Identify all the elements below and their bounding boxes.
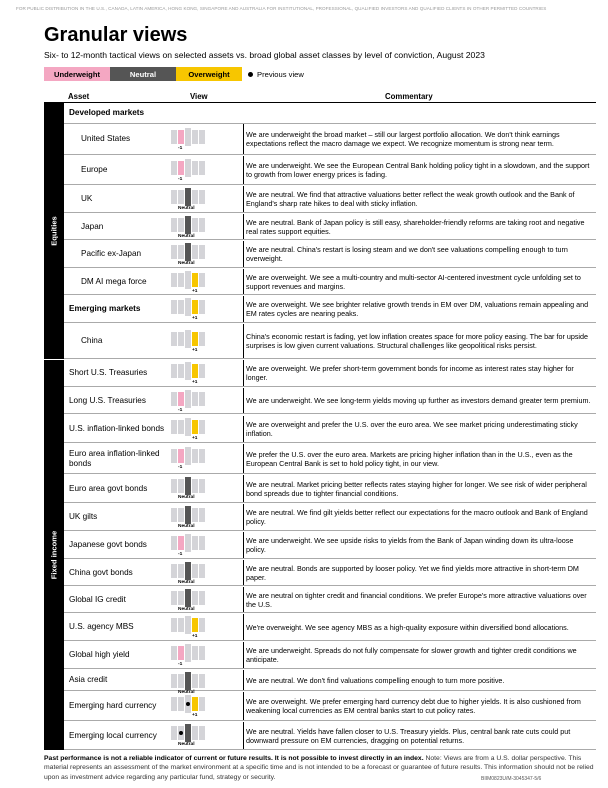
gauge-segment (199, 245, 205, 259)
commentary-text: We prefer the U.S. over the euro area. Markets are pricing higher inflation than in the U.S., even as the European Central Bank is set to hold policy tight, in our view. (243, 444, 595, 473)
gauge-segment (192, 508, 198, 522)
gauge-segment (178, 130, 184, 144)
top-disclaimer: FOR PUBLIC DISTRIBUTION IN THE U.S., CANADA, LATIN AMERICA, HONG KONG, SINGAPORE AND AUSTRALIA FOR INSTITUTIONAL, PROFESSIONAL, QUALIFIED INVESTORS AND QUALIFIED CLIENTS IN OTHER PERMITTED COUNTRIES (16, 6, 547, 11)
gauge-segment (199, 161, 205, 175)
table-row (64, 186, 596, 213)
asset-name: Developed markets (69, 108, 145, 117)
gauge-segment (199, 190, 205, 204)
table-row (64, 324, 596, 359)
gauge-segment (171, 420, 177, 434)
legend-previous-label: Previous view (257, 69, 304, 79)
gauge-segment (185, 362, 191, 380)
gauge-segment (178, 618, 184, 632)
gauge-segment (171, 218, 177, 232)
table-row (64, 444, 596, 474)
view-label: Neutral (178, 690, 195, 695)
asset-name: Short U.S. Treasuries (69, 368, 148, 377)
gauge-segment (171, 646, 177, 660)
view-label: -1 (178, 465, 183, 470)
gauge-segment (199, 618, 205, 632)
gauge-segment (185, 418, 191, 436)
asset-name: Europe (81, 165, 108, 174)
asset-name: UK (81, 194, 93, 203)
column-header-commentary: Commentary (385, 92, 433, 101)
view-gauge (171, 159, 216, 183)
gauge-segment (192, 364, 198, 378)
view-gauge (171, 562, 216, 586)
gauge-segment (192, 420, 198, 434)
gauge-segment (178, 564, 184, 578)
view-gauge (171, 271, 216, 295)
view-label: -1 (178, 662, 183, 667)
view-gauge (171, 616, 216, 640)
asset-name: Global IG credit (69, 594, 126, 604)
view-gauge (171, 362, 216, 386)
gauge-segment (178, 508, 184, 522)
legend-previous (248, 70, 304, 79)
gauge-segment (192, 536, 198, 550)
gauge-segment (199, 332, 205, 346)
asset-name: Euro area govt bonds (69, 483, 148, 493)
view-label: +1 (192, 347, 198, 353)
gauge-segment (178, 591, 184, 605)
view-gauge (171, 330, 216, 354)
view-gauge (171, 216, 216, 240)
gauge-segment (192, 479, 198, 493)
table-row (64, 504, 596, 531)
gauge-segment (178, 392, 184, 406)
footer-code: BIIM0823U/M-3045347-5/6 (481, 776, 542, 782)
asset-name: Japan (81, 221, 104, 231)
asset-name: Emerging markets (69, 304, 141, 313)
footer-text: Note: Views are from a U.S. dollar perspective. This material represents an assessment of the market environment at a specific time and is not intended to be a forecast or guarantee of future results. This information should not be relied upon as investment advice regarding any particular fund, strategy or security. (44, 755, 594, 781)
view-label: -1 (178, 145, 183, 151)
gauge-segment (192, 273, 198, 287)
table-row (64, 241, 596, 268)
gauge-segment (185, 271, 191, 289)
gauge-segment (192, 245, 198, 259)
gauge-segment (199, 646, 205, 660)
view-label: -1 (178, 176, 183, 182)
gauge-segment (171, 190, 177, 204)
gauge-segment (178, 218, 184, 232)
table-row (64, 124, 596, 155)
table-row (64, 692, 596, 721)
commentary-text: We are neutral. Yields have fallen closer to U.S. Treasury yields. Plus, central bank rate cuts could put downward pressure on EM currencies, dragging on potential returns. (243, 722, 595, 749)
page-title: Granular views (44, 24, 188, 46)
gauge-segment (171, 508, 177, 522)
table-row (64, 214, 596, 240)
gauge-segment (178, 364, 184, 378)
gauge-segment (185, 672, 191, 690)
gauge-segment (171, 161, 177, 175)
gauge-segment (171, 364, 177, 378)
commentary-text: We are neutral. China's restart is losing steam and we don't see valuations compelling enough to turn overweight. (243, 241, 595, 267)
gauge-segment (192, 300, 198, 314)
previous-view-dot-icon (179, 731, 183, 735)
view-label: Neutral (178, 234, 195, 239)
gauge-segment (171, 591, 177, 605)
table-row (64, 269, 596, 295)
gauge-segment (185, 724, 191, 742)
gauge-segment (178, 420, 184, 434)
sidebar-fixed-income-label: Fixed income (49, 530, 59, 580)
commentary-text: We are underweight. We see long-term yields moving up further as investors demand greater term premium. (243, 388, 595, 413)
view-label: Neutral (178, 261, 195, 266)
gauge-segment (185, 589, 191, 607)
gauge-segment (185, 330, 191, 348)
gauge-segment (178, 161, 184, 175)
gauge-segment (199, 536, 205, 550)
gauge-segment (192, 618, 198, 632)
commentary-text: We are neutral. Bonds are supported by looser policy. Yet we find yields more attractive in short-term DM paper. (243, 560, 595, 585)
table-row (64, 642, 596, 669)
commentary-text: We are underweight. We see the European Central Bank holding policy tight in a slowdown, and the support to growth from lower energy prices is fading. (243, 156, 595, 184)
legend (44, 67, 304, 81)
view-gauge (171, 418, 216, 442)
asset-name: Japanese govt bonds (69, 540, 147, 549)
view-label: -1 (178, 408, 183, 413)
gauge-segment (171, 618, 177, 632)
asset-name: Emerging local currency (69, 730, 157, 740)
commentary-text: We are overweight. We prefer short-term government bonds for income as interest rates stay higher for longer. (243, 360, 595, 386)
gauge-segment (178, 697, 184, 711)
view-label: +1 (192, 712, 198, 718)
asset-name: China (81, 336, 103, 345)
gauge-segment (178, 674, 184, 688)
asset-name: Pacific ex-Japan (81, 249, 142, 258)
gauge-segment (192, 726, 198, 740)
gauge-segment (192, 218, 198, 232)
commentary-text: We are neutral. Bank of Japan policy is still easy, shareholder-friendly reforms are taking root and negative real rates support equities. (243, 214, 595, 239)
view-label: Neutral (178, 607, 195, 612)
view-label: Neutral (178, 580, 195, 585)
gauge-segment (199, 726, 205, 740)
gauge-segment (185, 534, 191, 552)
gauge-segment (171, 564, 177, 578)
gauge-segment (199, 364, 205, 378)
gauge-segment (192, 697, 198, 711)
view-gauge (171, 534, 216, 558)
view-gauge (171, 506, 216, 530)
gauge-segment (171, 697, 177, 711)
gauge-segment (185, 128, 191, 146)
sidebar-equities-label: Equities (49, 216, 59, 246)
gauge-segment (178, 245, 184, 259)
section-row (64, 296, 596, 323)
previous-view-dot-icon (186, 702, 190, 706)
view-label: +1 (192, 289, 198, 294)
gauge-segment (171, 273, 177, 287)
gauge-segment (185, 562, 191, 580)
table-row (64, 156, 596, 185)
commentary-text: We are overweight. We see a multi-country and multi-sector AI-centered investment cycle unfolding set to support revenues and margins. (243, 269, 595, 294)
commentary-text: We are neutral. We find gilt yields better reflect our expectations for the macro outlook and Bank of England policy. (243, 504, 595, 530)
table-row (64, 416, 596, 443)
view-label: Neutral (178, 206, 195, 211)
view-gauge (171, 298, 216, 322)
gauge-segment (192, 130, 198, 144)
table-row (64, 722, 596, 750)
legend-neutral: Neutral (110, 67, 176, 81)
gauge-segment (171, 332, 177, 346)
view-gauge (171, 188, 216, 212)
commentary-text: We are underweight the broad market – still our largest portfolio allocation. We don't think earnings expectations reflect the macro damage we expect. We recognize momentum is strong near term. (243, 124, 595, 154)
view-gauge (171, 695, 216, 719)
gauge-segment (192, 161, 198, 175)
table-row (64, 560, 596, 586)
view-label: -1 (178, 552, 183, 557)
gauge-segment (171, 674, 177, 688)
asset-name: China govt bonds (69, 567, 133, 577)
commentary-text: We are underweight. Spreads do not fully compensate for slower growth and tighter credit conditions we anticipate. (243, 642, 595, 668)
asset-name: Emerging hard currency (69, 701, 157, 710)
legend-overweight: Overweight (176, 67, 242, 81)
gauge-segment (185, 644, 191, 662)
sidebar-fixed-income (44, 360, 64, 750)
gauge-segment (199, 674, 205, 688)
gauge-segment (185, 506, 191, 524)
commentary-text: We are overweight. We prefer emerging hard currency debt due to higher yields. It is also cushioned from weakening local currencies as EM central banks start to cut policy rates. (243, 692, 595, 720)
gauge-segment (199, 591, 205, 605)
view-label: +1 (192, 436, 198, 441)
view-label: Neutral (178, 742, 195, 747)
table-row (64, 475, 596, 503)
gauge-segment (185, 477, 191, 495)
gauge-segment (185, 616, 191, 634)
gauge-segment (185, 216, 191, 234)
view-gauge (171, 589, 216, 613)
table-row (64, 614, 596, 641)
gauge-segment (171, 392, 177, 406)
asset-name: United States (81, 134, 131, 143)
gauge-segment (192, 646, 198, 660)
gauge-segment (199, 392, 205, 406)
column-header-view: View (190, 92, 208, 101)
view-gauge (171, 243, 216, 267)
gauge-segment (192, 564, 198, 578)
commentary-text: We are neutral. We find that attractive valuations better reflect the weak growth outlook and the Bank of England's sharp rate hikes to deal with sticky inflation. (243, 186, 595, 212)
view-gauge (171, 644, 216, 668)
gauge-segment (199, 564, 205, 578)
section-row (64, 103, 596, 124)
gauge-segment (199, 479, 205, 493)
gauge-segment (185, 298, 191, 316)
gauge-segment (199, 697, 205, 711)
gauge-segment (192, 449, 198, 463)
view-label: Neutral (178, 495, 195, 500)
gauge-segment (199, 218, 205, 232)
commentary-text: China's economic restart is fading, yet low inflation creates space for more policy easing. The bar for upside surprises is low given current valuations. Structural challenges like geopolitical risks persist. (243, 324, 595, 358)
gauge-segment (171, 449, 177, 463)
view-label: Neutral (178, 524, 195, 529)
gauge-segment (178, 273, 184, 287)
gauge-segment (178, 449, 184, 463)
legend-underweight: Underweight (44, 67, 110, 81)
table-row (64, 587, 596, 613)
table-row (64, 388, 596, 414)
gauge-segment (171, 726, 177, 740)
view-label: +1 (192, 634, 198, 639)
commentary-text: We are neutral. Market pricing better reflects rates staying higher for longer. We see risk of wider peripheral bond spreads due to tighter financial conditions. (243, 475, 595, 502)
gauge-segment (185, 390, 191, 408)
asset-name: Long U.S. Treasuries (69, 395, 146, 405)
table-row (64, 532, 596, 559)
gauge-segment (192, 591, 198, 605)
view-label: +1 (192, 380, 198, 385)
gauge-segment (199, 508, 205, 522)
view-gauge (171, 724, 216, 748)
gauge-segment (178, 300, 184, 314)
gauge-segment (178, 190, 184, 204)
gauge-segment (171, 300, 177, 314)
asset-name: Euro area inflation-linked bonds (69, 448, 160, 468)
gauge-segment (178, 479, 184, 493)
previous-view-dot-icon (248, 72, 253, 77)
asset-name: DM AI mega force (81, 276, 147, 286)
gauge-segment (171, 479, 177, 493)
gauge-segment (185, 447, 191, 465)
commentary-text: We are neutral. We don't find valuations compelling enough to turn more positive. (243, 670, 595, 690)
page-subtitle: Six- to 12-month tactical views on selected assets vs. broad global asset classes by level of conviction, August 2023 (44, 50, 485, 60)
view-gauge (171, 447, 216, 471)
gauge-segment (185, 188, 191, 206)
commentary-text: We are neutral on tighter credit and financial conditions. We prefer Europe's more attractive valuations over the U.S. (243, 587, 595, 612)
table-row (64, 360, 596, 387)
view-label: +1 (192, 316, 198, 321)
table-row (64, 670, 596, 695)
gauge-segment (178, 536, 184, 550)
commentary-text: We are overweight. We see brighter relative growth trends in EM over DM, valuations remain appealing and EM rates cycles are nearing peaks. (243, 296, 595, 322)
column-header-asset: Asset (68, 92, 90, 101)
sidebar-equities (44, 103, 64, 359)
gauge-segment (192, 190, 198, 204)
gauge-segment (178, 646, 184, 660)
gauge-segment (185, 243, 191, 261)
commentary-text: We are underweight. We see upside risks to yields from the Bank of Japan winding down its ultra-loose policy. (243, 532, 595, 558)
commentary-text: We are overweight and prefer the U.S. over the euro area. We see market pricing underestimating sticky inflation. (243, 416, 595, 442)
commentary-text: We're overweight. We see agency MBS as a high-quality exposure within diversified bond allocations. (243, 614, 595, 640)
gauge-segment (171, 245, 177, 259)
asset-name: Global high yield (69, 650, 130, 659)
gauge-segment (199, 273, 205, 287)
gauge-segment (199, 130, 205, 144)
view-gauge (171, 477, 216, 501)
asset-name: UK gilts (69, 512, 98, 521)
asset-name: Asia credit (69, 675, 108, 684)
gauge-segment (199, 449, 205, 463)
gauge-segment (178, 332, 184, 346)
footer-bold: Past performance is not a reliable indicator of current or future results. It is not possible to invest directly in an index. (44, 755, 424, 762)
gauge-segment (192, 332, 198, 346)
gauge-segment (185, 159, 191, 177)
gauge-segment (171, 130, 177, 144)
asset-name: U.S. agency MBS (69, 622, 134, 631)
gauge-segment (192, 392, 198, 406)
gauge-segment (171, 536, 177, 550)
view-gauge (171, 390, 216, 414)
gauge-segment (199, 300, 205, 314)
view-gauge (171, 128, 216, 152)
gauge-segment (192, 674, 198, 688)
gauge-segment (199, 420, 205, 434)
asset-name: U.S. inflation-linked bonds (69, 424, 165, 433)
